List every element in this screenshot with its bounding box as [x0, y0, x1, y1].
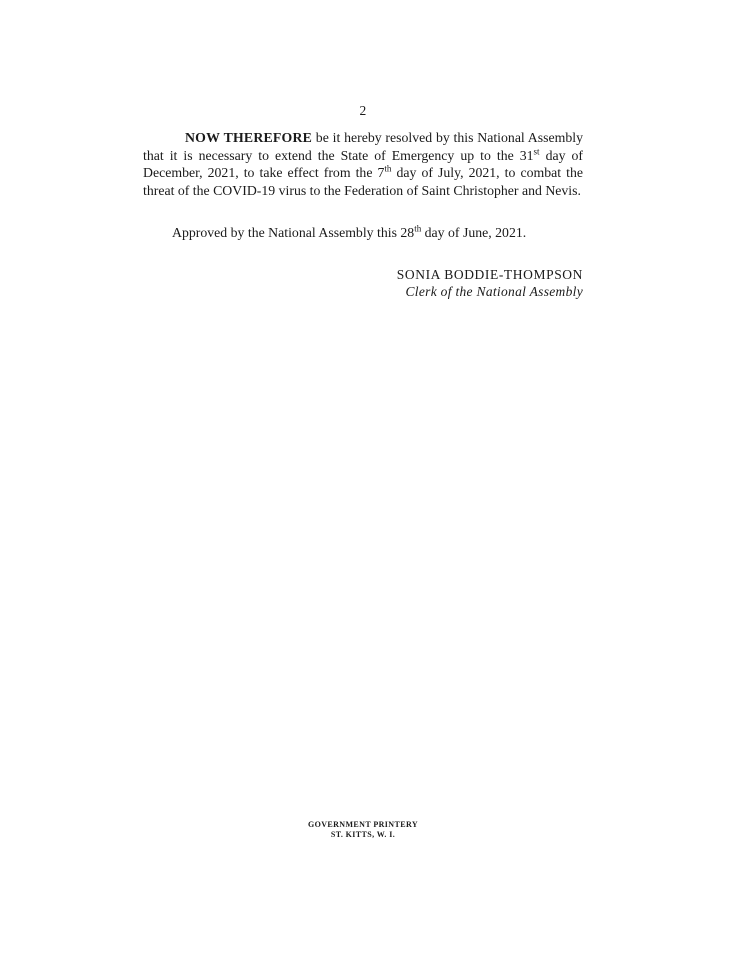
ordinal-superscript-28th: th: [414, 223, 422, 234]
signature-name: SONIA BODDIE-THOMPSON: [396, 267, 583, 282]
paragraph-text-2: day of December, 2021, to take effect from the 7: [143, 147, 584, 181]
signature-block: [143, 266, 583, 300]
approved-text-2: day of June, 2021.: [421, 225, 527, 240]
approved-line: [143, 224, 583, 242]
paragraph-text-3: day of July, 2021, to combat the threat of the COVID-19 virus to the Federation of Saint Christopher and Nevis.: [143, 165, 583, 198]
resolution-paragraph: [143, 129, 583, 199]
paragraph-text-1: be it hereby resolved by this National Assembly that it is necessary to extend the State of Emergency up to the 31: [143, 130, 583, 163]
ordinal-superscript-st: st: [533, 146, 540, 156]
printery-footer: [143, 820, 583, 839]
paragraph-bold-lead: NOW THEREFORE: [185, 130, 313, 145]
signature-title: Clerk of the National Assembly: [405, 284, 583, 299]
printery-footer-line1: GOVERNMENT PRINTERY: [307, 820, 419, 829]
approved-text-1: Approved by the National Assembly this 28: [172, 225, 415, 240]
ordinal-superscript-th: th: [384, 163, 392, 174]
page-number: 2: [359, 103, 367, 118]
printery-footer-line2: ST. KITTS, W. I.: [330, 829, 396, 839]
